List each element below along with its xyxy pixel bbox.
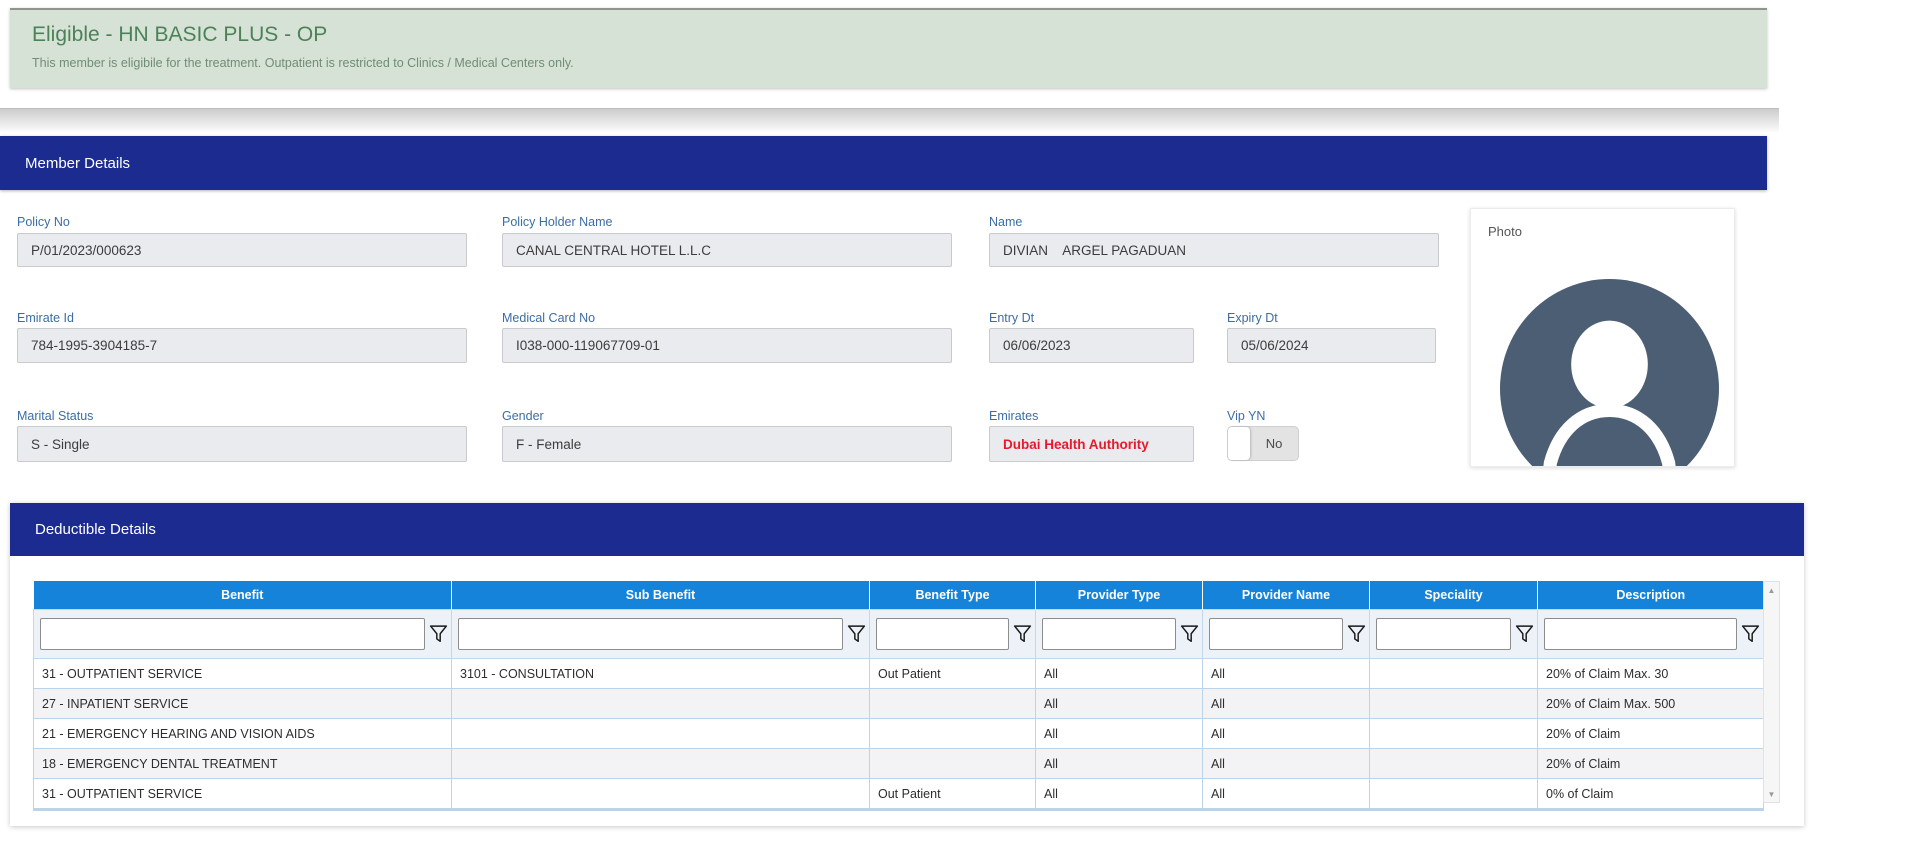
table-cell — [452, 719, 870, 749]
table-cell: All — [1203, 749, 1370, 779]
filter-icon[interactable] — [1514, 624, 1535, 645]
filter-cell-benefit-type — [870, 610, 1036, 659]
filter-icon[interactable] — [428, 624, 449, 645]
table-cell: All — [1036, 779, 1203, 810]
medical-card-no-label: Medical Card No — [502, 311, 596, 325]
deductible-details-header — [10, 503, 1804, 556]
medical-card-no-field: I038-000-119067709-01 — [502, 328, 952, 363]
emirate-id-label: Emirate Id — [17, 311, 74, 325]
policy-holder-name-field: CANAL CENTRAL HOTEL L.L.C — [502, 233, 952, 267]
table-cell: All — [1036, 749, 1203, 779]
vip-yn-toggle[interactable] — [1227, 426, 1299, 461]
column-header-benefit-type[interactable]: Benefit Type — [870, 581, 1036, 610]
emirates-label: Emirates — [989, 409, 1039, 423]
table-cell: All — [1203, 719, 1370, 749]
entry-dt-field: 06/06/2023 — [989, 328, 1194, 363]
table-cell — [452, 749, 870, 779]
column-header-provider-name[interactable]: Provider Name — [1203, 581, 1370, 610]
emirates-field: Dubai Health Authority — [989, 426, 1194, 462]
column-header-speciality[interactable]: Speciality — [1370, 581, 1538, 610]
marital-status-field: S - Single — [17, 426, 467, 462]
vip-yn-value: No — [1265, 436, 1283, 451]
table-cell: All — [1203, 779, 1370, 810]
filter-cell-description — [1538, 610, 1764, 659]
filter-input-benefit-type[interactable] — [876, 618, 1009, 650]
table-cell: All — [1203, 689, 1370, 719]
table-cell — [870, 689, 1036, 719]
filter-input-benefit[interactable] — [40, 618, 425, 650]
table-cell — [452, 779, 870, 810]
deductible-table — [33, 581, 1764, 811]
vip-yn-label: Vip YN — [1227, 409, 1266, 423]
table-filter-row — [34, 610, 1764, 659]
name-field: DIVIAN ARGEL PAGADUAN — [989, 233, 1439, 267]
table-cell: All — [1036, 659, 1203, 689]
column-header-sub-benefit[interactable]: Sub Benefit — [452, 581, 870, 610]
filter-cell-sub-benefit — [452, 610, 870, 659]
table-cell: Out Patient — [870, 779, 1036, 810]
expiry-dt-field: 05/06/2024 — [1227, 328, 1436, 363]
eligibility-subtitle: This member is eligibile for the treatment. Outpatient is restricted to Clinics / Medical Centers only. — [32, 56, 574, 70]
gender-field: F - Female — [502, 426, 952, 462]
member-details-title: Member Details — [25, 154, 131, 172]
toggle-knob — [1228, 427, 1250, 460]
table-cell: Out Patient — [870, 659, 1036, 689]
member-details-header — [0, 136, 1767, 190]
filter-icon[interactable] — [1346, 624, 1367, 645]
table-cell — [452, 689, 870, 719]
table-cell: 20% of Claim Max. 500 — [1538, 689, 1764, 719]
table-cell: 20% of Claim — [1538, 749, 1764, 779]
table-cell: 31 - OUTPATIENT SERVICE — [34, 659, 452, 689]
table-cell: 20% of Claim Max. 30 — [1538, 659, 1764, 689]
deductible-details-title: Deductible Details — [35, 521, 156, 538]
filter-icon[interactable] — [1740, 624, 1761, 645]
table-row[interactable] — [34, 719, 1764, 749]
table-cell: 0% of Claim — [1538, 779, 1764, 810]
divider-strip — [0, 108, 1779, 132]
photo-label: Photo — [1488, 224, 1522, 239]
eligibility-title: Eligible - HN BASIC PLUS - OP — [32, 23, 328, 46]
table-row[interactable] — [34, 749, 1764, 779]
name-label: Name — [989, 215, 1023, 229]
column-header-description[interactable]: Description — [1538, 581, 1764, 610]
policy-no-field: P/01/2023/000623 — [17, 233, 467, 267]
filter-icon[interactable] — [1012, 624, 1033, 645]
filter-input-provider-name[interactable] — [1209, 618, 1343, 650]
column-header-benefit[interactable]: Benefit — [34, 581, 452, 610]
table-cell — [870, 719, 1036, 749]
table-cell: All — [1036, 689, 1203, 719]
table-cell — [1370, 719, 1538, 749]
table-cell — [870, 749, 1036, 779]
avatar-placeholder-icon — [1500, 279, 1719, 467]
column-header-provider-type[interactable]: Provider Type — [1036, 581, 1203, 610]
scroll-up-icon[interactable]: ▲ — [1767, 585, 1776, 595]
table-cell — [1370, 689, 1538, 719]
table-row[interactable] — [34, 659, 1764, 689]
filter-cell-provider-name — [1203, 610, 1370, 659]
photo-card — [1470, 208, 1735, 467]
table-cell: 21 - EMERGENCY HEARING AND VISION AIDS — [34, 719, 452, 749]
table-cell: 31 - OUTPATIENT SERVICE — [34, 779, 452, 810]
table-cell: 20% of Claim — [1538, 719, 1764, 749]
table-cell — [1370, 659, 1538, 689]
filter-cell-provider-type — [1036, 610, 1203, 659]
gender-label: Gender — [502, 409, 544, 423]
table-header-row — [34, 581, 1764, 610]
filter-input-sub-benefit[interactable] — [458, 618, 843, 650]
eligibility-banner — [10, 8, 1767, 88]
emirate-id-field: 784-1995-3904185-7 — [17, 328, 467, 363]
table-cell: All — [1203, 659, 1370, 689]
deductible-details-card — [10, 503, 1804, 826]
table-scrollbar[interactable] — [1763, 581, 1780, 803]
table-cell: 18 - EMERGENCY DENTAL TREATMENT — [34, 749, 452, 779]
marital-status-label: Marital Status — [17, 409, 94, 423]
expiry-dt-label: Expiry Dt — [1227, 311, 1278, 325]
filter-input-description[interactable] — [1544, 618, 1737, 650]
table-row[interactable] — [34, 779, 1764, 810]
table-cell — [1370, 779, 1538, 810]
policy-holder-name-label: Policy Holder Name — [502, 215, 613, 229]
filter-input-speciality[interactable] — [1376, 618, 1511, 650]
table-cell: 3101 - CONSULTATION — [452, 659, 870, 689]
filter-input-provider-type[interactable] — [1042, 618, 1176, 650]
table-cell — [1370, 749, 1538, 779]
filter-icon[interactable] — [846, 624, 867, 645]
table-cell: 27 - INPATIENT SERVICE — [34, 689, 452, 719]
filter-cell-speciality — [1370, 610, 1538, 659]
scroll-down-icon[interactable]: ▼ — [1767, 789, 1776, 799]
filter-cell-benefit — [34, 610, 452, 659]
filter-icon[interactable] — [1179, 624, 1200, 645]
policy-no-label: Policy No — [17, 215, 70, 229]
table-cell: All — [1036, 719, 1203, 749]
entry-dt-label: Entry Dt — [989, 311, 1035, 325]
table-row[interactable] — [34, 689, 1764, 719]
